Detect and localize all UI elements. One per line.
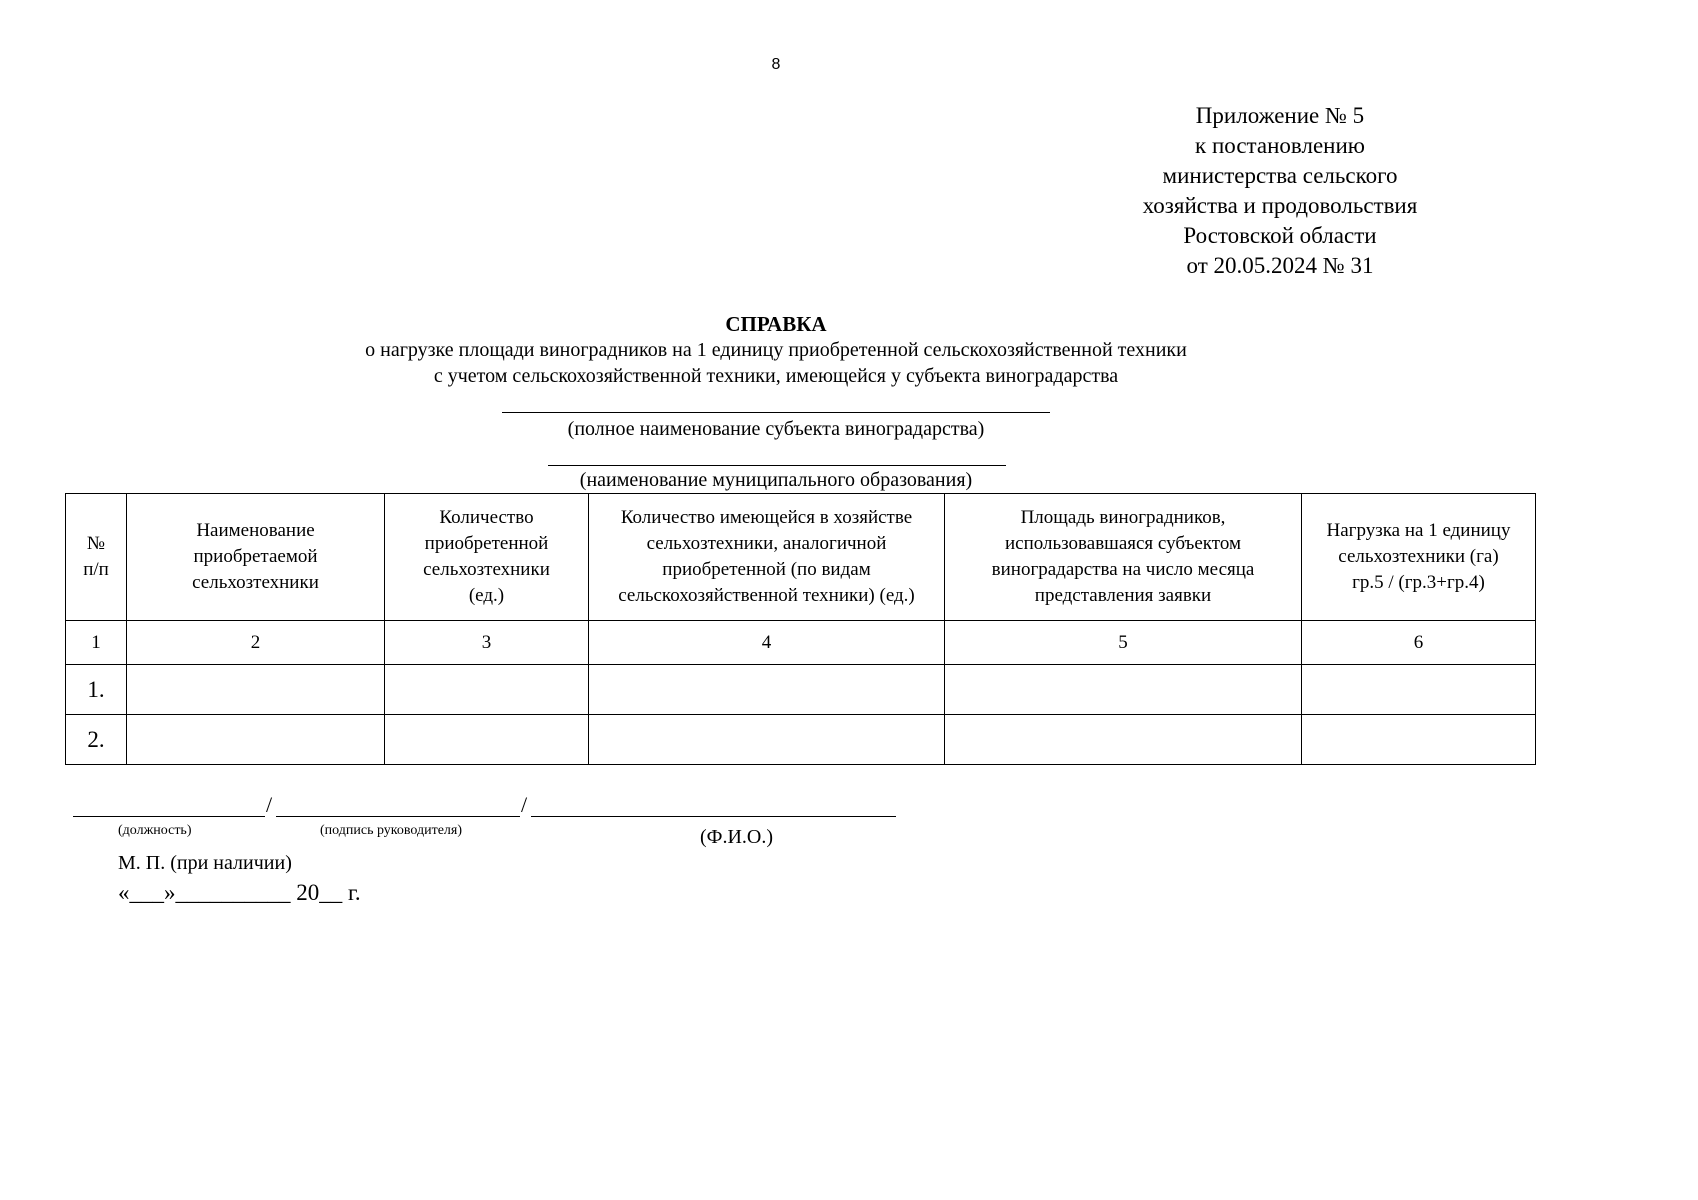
table-cell — [385, 665, 589, 715]
table-cell — [385, 715, 589, 765]
table-cell — [127, 715, 385, 765]
header-cell-vineyard-area: Площадь виноградников, использовавшаяся субъектом виноградарства на число месяца представления заявки — [945, 494, 1302, 621]
column-number-cell: 4 — [589, 621, 945, 665]
subtitle-line: о нагрузке площади виноградников на 1 единицу приобретенной сельскохозяйственной техники — [365, 339, 1187, 361]
document-title: СПРАВКА — [725, 312, 827, 336]
position-label: (должность) — [118, 823, 192, 838]
row-number-cell: 2. — [66, 715, 127, 765]
table-row — [66, 665, 1536, 715]
table-cell — [945, 665, 1302, 715]
table-cell — [1302, 665, 1536, 715]
appendix-line: Приложение № 5 — [1195, 103, 1365, 128]
appendix-line: хозяйства и продовольствия — [1142, 193, 1418, 218]
column-number-cell: 5 — [945, 621, 1302, 665]
column-number-cell: 3 — [385, 621, 589, 665]
table-cell — [127, 665, 385, 715]
header-cell-number: № п/п — [66, 494, 127, 621]
appendix-line: от 20.05.2024 № 31 — [1186, 253, 1374, 278]
appendix-line: министерства сельского — [1162, 163, 1398, 188]
full-name-label: (Ф.И.О.) — [700, 826, 774, 848]
row-number-cell: 1. — [66, 665, 127, 715]
header-cell-existing-quantity: Количество имеющейся в хозяйстве сельхозтехники, аналогичной приобретенной (по видам сельскохозяйственной техники) (ед.) — [589, 494, 945, 621]
municipality-caption: (наименование муниципального образования) — [579, 469, 973, 491]
subject-name-line — [502, 412, 1050, 413]
date-line: «___»__________ 20__ г. — [118, 880, 361, 905]
appendix-line: Ростовской области — [1183, 223, 1377, 248]
full-name-line — [531, 816, 896, 817]
subject-name-caption: (полное наименование субъекта виноградарства) — [567, 418, 985, 440]
column-number-cell: 1 — [66, 621, 127, 665]
subtitle-line: с учетом сельскохозяйственной техники, имеющейся у субъекта виноградарства — [433, 365, 1119, 387]
stamp-label: М. П. (при наличии) — [118, 852, 292, 874]
column-numbers-row — [66, 621, 1536, 665]
header-cell-machinery-name: Наименование приобретаемой сельхозтехники — [127, 494, 385, 621]
signature-line — [276, 816, 520, 817]
appendix-line: к постановлению — [1195, 133, 1365, 158]
header-cell-load-per-unit: Нагрузка на 1 единицу сельхозтехники (га) гр.5 / (гр.3+гр.4) — [1302, 494, 1536, 621]
table-cell — [945, 715, 1302, 765]
signature-label: (подпись руководителя) — [320, 823, 463, 838]
machinery-load-table — [65, 493, 1536, 765]
appendix-block — [1090, 101, 1470, 281]
table-row — [66, 715, 1536, 765]
document-subtitle — [0, 337, 1552, 389]
column-number-cell: 2 — [127, 621, 385, 665]
page-number: 8 — [771, 56, 781, 73]
signature-separator: / — [266, 792, 273, 817]
position-line — [73, 816, 265, 817]
signature-separator: / — [521, 792, 528, 817]
table-cell — [589, 665, 945, 715]
table-cell — [1302, 715, 1536, 765]
municipality-line — [548, 465, 1006, 466]
column-number-cell: 6 — [1302, 621, 1536, 665]
table-header-row — [66, 494, 1536, 621]
table-cell — [589, 715, 945, 765]
header-cell-purchased-quantity: Количество приобретенной сельхозтехники (ед.) — [385, 494, 589, 621]
